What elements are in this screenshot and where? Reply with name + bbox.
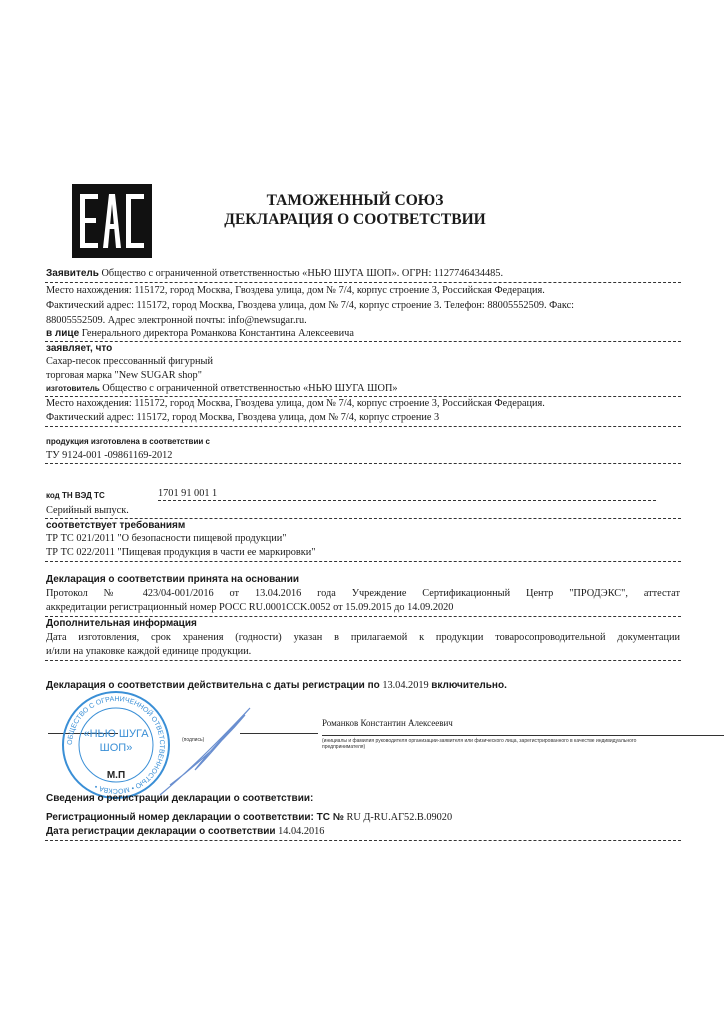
divider: [45, 616, 681, 617]
divider: [45, 341, 681, 342]
signatory-caption: (инициалы и фамилия руководителя организации-заявителя или физического лица, зарегистрированного в качестве индивидуального предпринимателя): [322, 738, 637, 750]
applicant-contacts: 88005552509. Адрес электронной почты: info@newsugar.ru.: [46, 315, 307, 326]
applicant-actual-address: Фактический адрес: 115172, город Москва, Гвоздева улица, дом № 7/4, корпус строение 3. Телефон: 88005552509. Факс:: [46, 300, 575, 311]
basis-line: Протокол № 423/04-001/2016 от 13.04.2016 года Учреждение Сертификационный Центр "ПРОДЭКС", аттестат: [46, 588, 680, 599]
svg-text:ШОП»: ШОП»: [99, 742, 133, 754]
registration-heading: Сведения о регистрации декларации о соответствии:: [46, 793, 314, 804]
divider: [45, 518, 681, 519]
applicant-address: Место нахождения: 115172, город Москва, Гвоздева улица, дом № 7/4, корпус строение 3, Российская Федерация.: [46, 285, 545, 296]
svg-text:ОБЩЕСТВО С ОГРАНИЧЕННОЙ ОТВЕТС: ОБЩЕСТВО С ОГРАНИЧЕННОЙ ОТВЕТСТВЕННОСТЬЮ • МОСКВА •: [66, 695, 166, 795]
additional-label: Дополнительная информация: [46, 618, 197, 629]
signature-caption: (подпись): [182, 737, 205, 743]
requirement-item: ТР ТС 021/2011 "О безопасности пищевой продукции": [46, 533, 287, 544]
applicant-value: Общество с ограниченной ответственностью «НЬЮ ШУГА ШОП». ОГРН: 1127746434485.: [101, 268, 504, 279]
company-stamp: [60, 690, 172, 800]
svg-text:«НЬЮ ШУГА: «НЬЮ ШУГА: [83, 728, 149, 740]
divider: [45, 396, 681, 397]
name-line: [322, 735, 724, 736]
person-value: Генерального директора Романкова Константина Алексеевича: [81, 328, 354, 339]
requirements-label: соответствует требованиям: [46, 520, 186, 531]
manufacturer-label: изготовитель: [46, 384, 100, 393]
person-label: в лице: [46, 328, 80, 339]
basis-label: Декларация о соответствии принята на основании: [46, 574, 300, 585]
registration-number-label: Регистрационный номер декларации о соответствии: ТС №: [46, 812, 344, 823]
signatory-name: Романков Константин Алексеевич: [322, 718, 453, 728]
registration-number: RU Д-RU.АГ52.В.09020: [346, 812, 453, 823]
product-name: Сахар-песок прессованный фигурный: [46, 356, 213, 367]
validity-prefix: Декларация о соответствии действительна с даты регистрации по: [46, 680, 380, 691]
standard-value: ТУ 9124-001 -09861169-2012: [46, 450, 173, 461]
basis-line: аккредитации регистрационный номер РОСС RU.0001СCK.0052 от 15.09.2015 до 14.09.2020: [46, 602, 454, 613]
standard-label: продукция изготовлена в соответствии с: [46, 437, 210, 446]
additional-line: и/или на упаковке каждой единице продукции.: [46, 646, 252, 657]
declares-label: заявляет, что: [46, 343, 113, 354]
registration-date-label: Дата регистрации декларации о соответствии: [46, 826, 276, 837]
applicant-label: Заявитель: [46, 268, 99, 279]
code-label: код ТН ВЭД ТС: [46, 491, 105, 500]
title-declaration: ДЕКЛАРАЦИЯ О СООТВЕТСТВИИ: [224, 211, 486, 228]
eac-logo: [72, 184, 152, 258]
divider: [45, 660, 681, 661]
validity-date: 13.04.2019: [382, 680, 429, 691]
additional-line: Дата изготовления, срок хранения (годности) указан в прилагаемой к продукции товаросопроводительной документации: [46, 632, 680, 643]
divider: [158, 500, 656, 501]
applicant-line: [46, 268, 503, 280]
validity-suffix: включительно.: [431, 680, 507, 691]
requirement-item: ТР ТС 022/2011 "Пищевая продукция в части ее маркировки": [46, 547, 316, 558]
divider: [45, 840, 681, 841]
divider: [45, 426, 681, 427]
serial-release: Серийный выпуск.: [46, 505, 129, 516]
registration-date: 14.04.2016: [278, 826, 325, 837]
manufacturer-actual-address: Фактический адрес: 115172, город Москва, Гвоздева улица, дом № 7/4, корпус строение 3: [46, 412, 440, 423]
manufacturer-value: Общество с ограниченной ответственностью «НЬЮ ШУГА ШОП»: [102, 383, 398, 394]
divider: [45, 282, 681, 283]
divider: [45, 463, 681, 464]
svg-text:М.П: М.П: [106, 770, 126, 781]
brand-name: торговая марка "New SUGAR shop": [46, 370, 202, 381]
divider: [45, 561, 681, 562]
code-value: 1701 91 001 1: [158, 488, 218, 499]
manufacturer-address: Место нахождения: 115172, город Москва, Гвоздева улица, дом № 7/4, корпус строение 3, Российская Федерация.: [46, 398, 545, 409]
title-union: ТАМОЖЕННЫЙ СОЮЗ: [266, 192, 444, 209]
